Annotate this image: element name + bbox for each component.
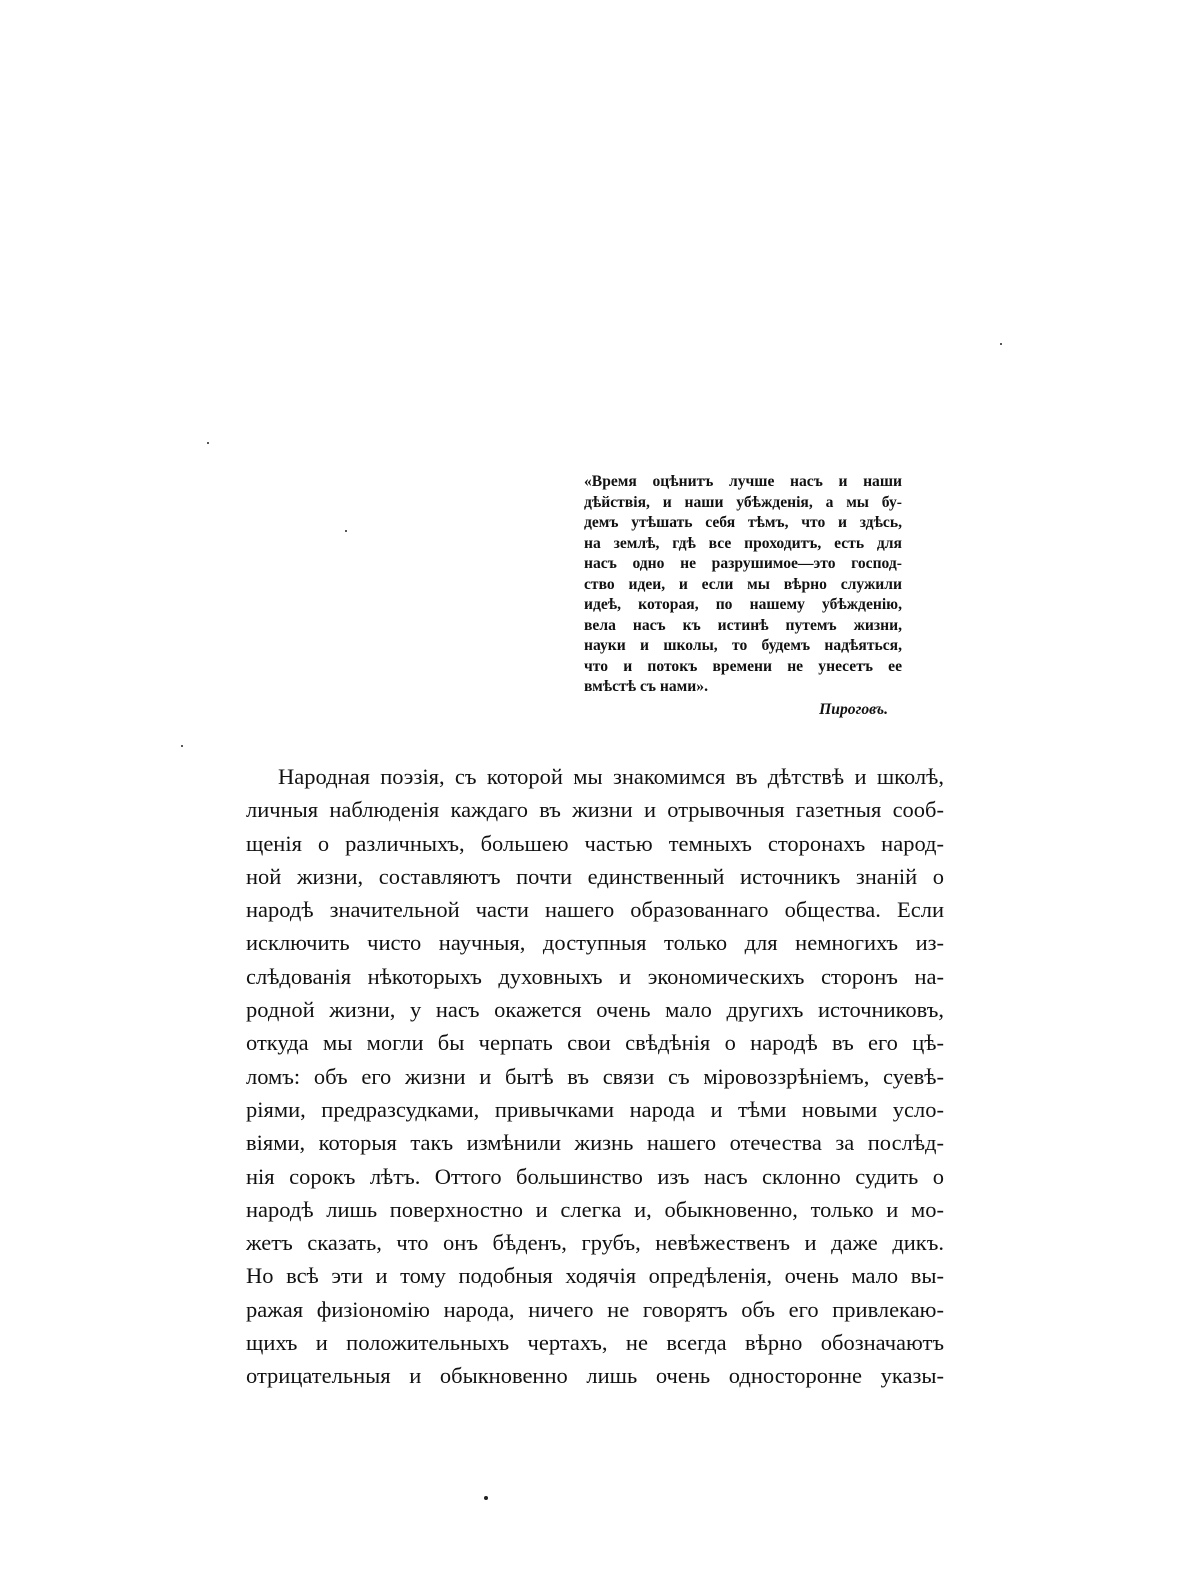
text-line: Народная поэзія, съ которой мы знакомимся въ дѣтствѣ и школѣ, <box>278 764 944 789</box>
epigraph-line: насъ одно не разрушимое—это господ- <box>584 555 902 572</box>
epigraph-line: науки и школы, то будемъ надѣяться, <box>584 637 902 654</box>
print-speck <box>1000 343 1002 345</box>
epigraph-line: идеѣ, которая, по нашему убѣжденію, <box>584 596 902 613</box>
text-line: ріями, предразсудками, привычками народа и тѣми новыми усло- <box>246 1096 944 1122</box>
main-text <box>246 760 944 1393</box>
text-line: личныя наблюденія каждаго въ жизни и отрывочныя газетныя сооб- <box>246 797 944 823</box>
text-line: щихъ и положительныхъ чертахъ, не всегда вѣрно обозначаютъ <box>246 1330 944 1356</box>
text-line: нія сорокъ лѣтъ. Оттого большинство изъ насъ склонно судить о <box>246 1163 944 1189</box>
text-line: народѣ значительной части нашего образованнаго общества. Если <box>246 897 944 923</box>
print-speck <box>484 1496 488 1500</box>
epigraph-line: вмѣстѣ съ нами». <box>584 678 708 695</box>
text-line: ломъ: объ его жизни и бытѣ въ связи съ міровоззрѣніемъ, суевѣ- <box>246 1063 944 1089</box>
text-line: Но всѣ эти и тому подобныя ходячія опредѣленія, очень мало вы- <box>246 1263 944 1289</box>
epigraph <box>584 472 902 720</box>
epigraph-line: что и потокъ времени не унесетъ ее <box>584 657 902 675</box>
text-line: исключить чисто научныя, доступныя только для немногихъ из- <box>246 930 944 956</box>
text-line: отрицательныя и обыкновенно лишь очень односторонне указы- <box>246 1363 944 1389</box>
text-line: жетъ сказать, что онъ бѣденъ, грубъ, невѣжественъ и даже дикъ. <box>246 1230 944 1256</box>
epigraph-line: вела насъ къ истинѣ путемъ жизни, <box>584 616 902 634</box>
text-line: щенія о различныхъ, большею частью темныхъ сторонахъ народ- <box>246 830 944 856</box>
print-speck <box>181 745 183 747</box>
text-line: ной жизни, составляютъ почти единственный источникъ знаній о <box>246 863 944 889</box>
print-speck <box>207 442 209 444</box>
epigraph-line: на землѣ, гдѣ все проходитъ, есть для <box>584 534 902 552</box>
print-speck <box>345 530 347 532</box>
text-line: откуда мы могли бы черпать свои свѣдѣнія о народѣ въ его цѣ- <box>246 1030 944 1056</box>
text-line: слѣдованія нѣкоторыхъ духовныхъ и экономическихъ сторонъ на- <box>246 963 944 989</box>
epigraph-line: дѣйствія, и наши убѣжденія, а мы бу- <box>584 493 902 511</box>
text-line: родной жизни, у насъ окажется очень мало другихъ источниковъ, <box>246 997 944 1023</box>
epigraph-line: ство идеи, и если мы вѣрно служили <box>584 575 902 593</box>
text-line: народѣ лишь поверхностно и слегка и, обыкновенно, только и мо- <box>246 1196 944 1222</box>
epigraph-author: Пироговъ. <box>819 700 888 718</box>
text-line: ражая физіономію народа, ничего не говорятъ объ его привлекаю- <box>246 1296 944 1322</box>
epigraph-line: «Время оцѣнитъ лучше насъ и наши <box>584 473 902 490</box>
epigraph-line: демъ утѣшать себя тѣмъ, что и здѣсь, <box>584 514 902 531</box>
text-line: віями, которыя такъ измѣнили жизнь нашего отечества за послѣд- <box>246 1130 944 1156</box>
